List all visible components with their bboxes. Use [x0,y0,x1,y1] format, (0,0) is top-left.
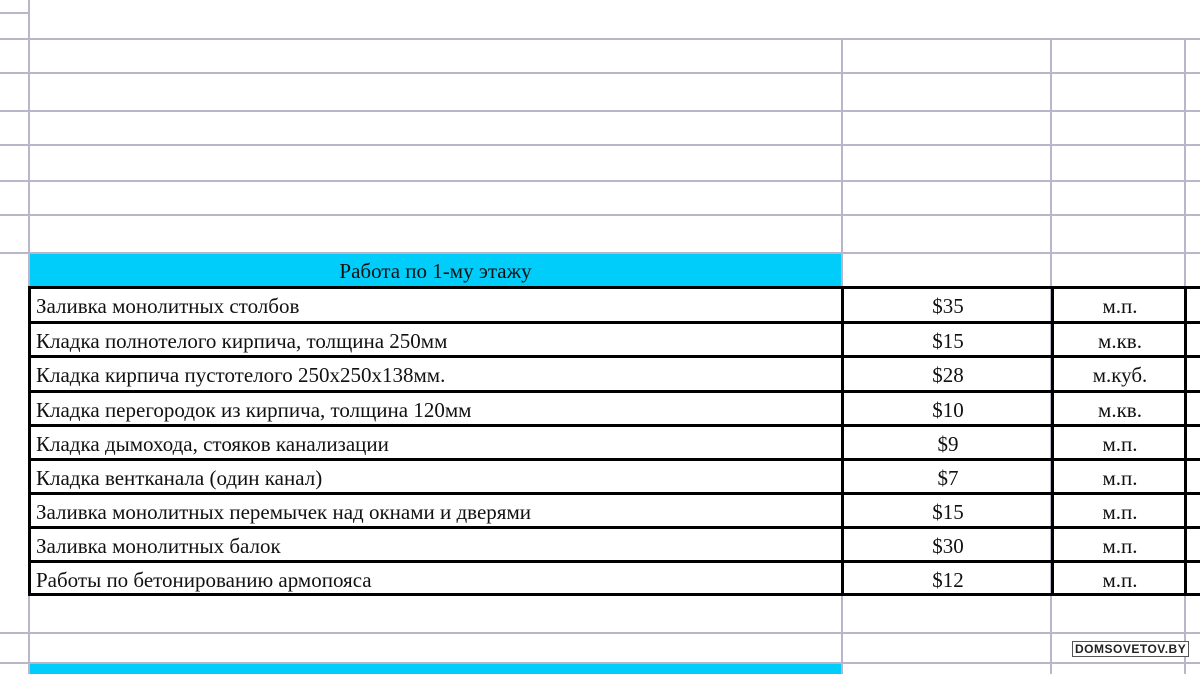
unit-cell[interactable]: м.п. [1102,466,1138,490]
work-name-cell[interactable]: Кладка полнотелого кирпича, толщина 250мм [36,329,448,353]
price-cell[interactable]: $10 [932,398,964,422]
table-row[interactable] [31,495,1200,529]
table-row[interactable] [31,289,1200,323]
grid-row-line [0,72,1200,74]
price-cell[interactable]: $7 [937,466,959,490]
table-row[interactable] [31,529,1200,563]
work-name-cell[interactable]: Заливка монолитных столбов [36,294,300,318]
table-row[interactable] [31,461,1200,495]
watermark-label: DOMSOVETOV.BY [1072,641,1189,657]
grid-row-line [0,12,28,14]
work-name-cell[interactable]: Кладка вентканала (один канал) [36,466,323,490]
grid-row-line [0,180,1200,182]
table-row[interactable] [31,427,1200,461]
unit-cell[interactable]: м.куб. [1092,363,1148,387]
unit-cell[interactable]: м.п. [1102,534,1138,558]
table-row[interactable] [31,393,1200,427]
grid-row-line [0,144,1200,146]
price-cell[interactable]: $12 [932,568,964,592]
price-cell[interactable]: $35 [932,294,964,318]
work-name-cell[interactable]: Работы по бетонированию армопояса [36,568,372,592]
unit-cell[interactable]: м.п. [1102,294,1138,318]
unit-cell[interactable]: м.кв. [1098,329,1142,353]
work-name-cell[interactable]: Кладка дымохода, стояков канализации [36,432,389,456]
table-row[interactable] [31,563,1200,597]
unit-cell[interactable]: м.п. [1102,568,1138,592]
work-name-cell[interactable]: Заливка монолитных балок [36,534,281,558]
price-cell[interactable]: $9 [937,432,959,456]
work-name-cell[interactable]: Кладка перегородок из кирпича, толщина 120мм [36,398,472,422]
unit-cell[interactable]: м.п. [1102,432,1138,456]
price-table [28,286,1200,596]
grid-row-line [0,632,1200,634]
price-cell[interactable]: $15 [932,329,964,353]
table-row[interactable] [31,358,1200,392]
unit-cell[interactable]: м.п. [1102,500,1138,524]
grid-row-line [0,214,1200,216]
price-cell[interactable]: $30 [932,534,964,558]
price-cell[interactable]: $28 [932,363,964,387]
table-row[interactable] [31,324,1200,358]
section-title[interactable]: Работа по 1-му этажу [30,254,841,288]
work-name-cell[interactable]: Заливка монолитных перемычек над окнами и дверями [36,500,531,524]
price-cell[interactable]: $15 [932,500,964,524]
grid-row-line [0,110,1200,112]
work-name-cell[interactable]: Кладка кирпича пустотелого 250х250х138мм. [36,363,446,387]
unit-cell[interactable]: м.кв. [1098,398,1142,422]
next-section-band[interactable] [30,664,841,674]
grid-row-line [0,38,1200,40]
